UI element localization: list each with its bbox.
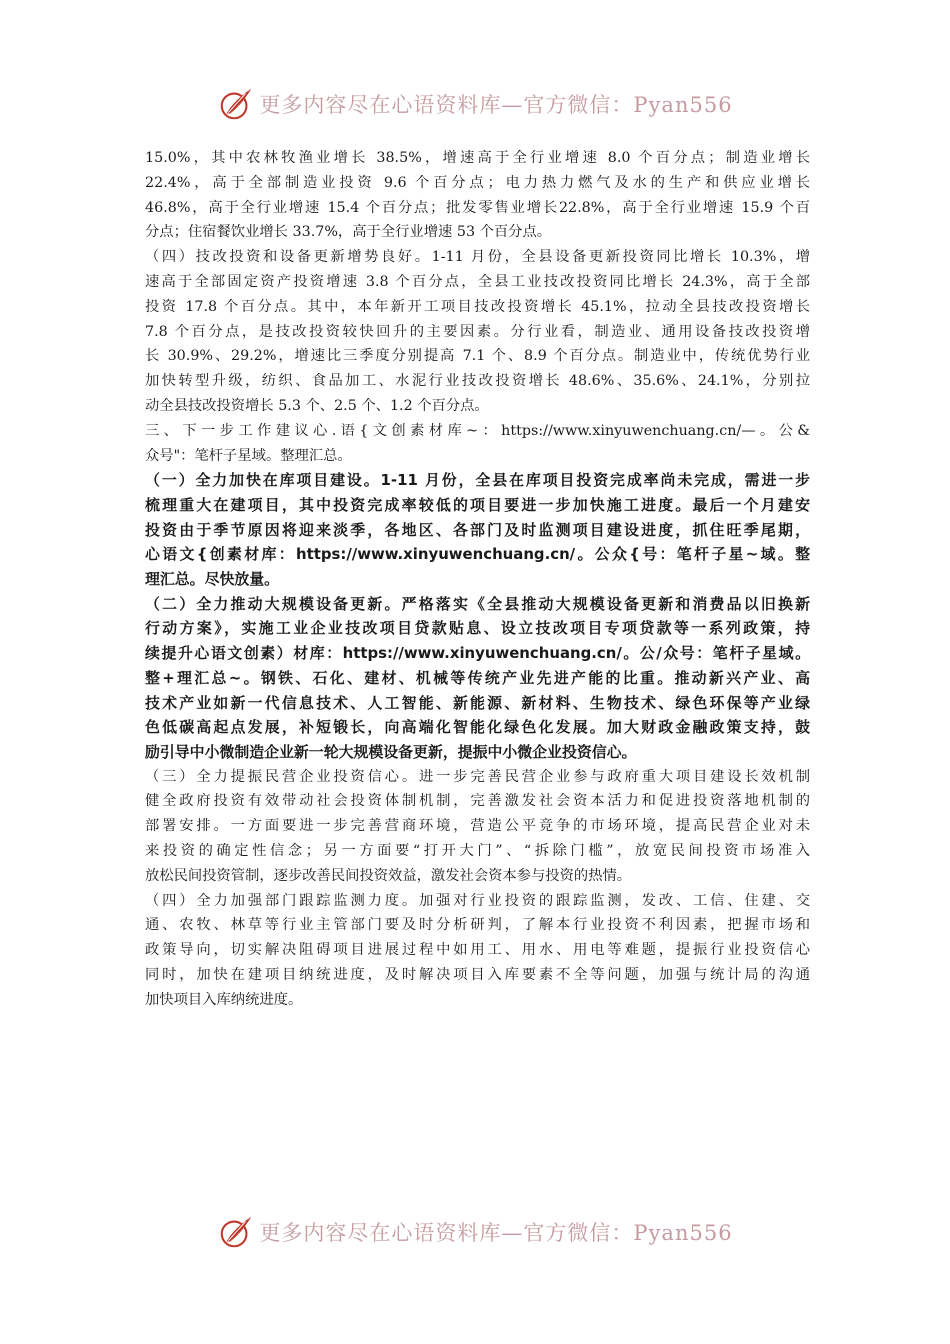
text-line: 健全政府投资有效带动社会投资体制机制，完善激发社会资本活力和促进投资落地机制的 bbox=[145, 793, 810, 810]
text-line: 理汇总。尽快放量。 bbox=[145, 570, 280, 589]
text-line: 15.0%，其中农林牧渔业增长 38.5%，增速高于全行业增速 8.0 个百分点；制造业增长 bbox=[145, 150, 810, 166]
text-line: 分点；住宿餐饮业增长 33.7%，高于全行业增速 53 个百分点。 bbox=[145, 224, 552, 241]
text-line: 速高于全部固定资产投资增速 3.8 个百分点，全县工业技改投资同比增长 24.3%，高于全部 bbox=[145, 273, 810, 290]
text-line: 色低碳高起点发展，补短锻长，向高端化智能化绿色化发展。加大财政金融政策支持，鼓 bbox=[145, 718, 810, 737]
text-line: （四）技改投资和设备更新增势良好。1-11 月份，全县设备更新投资同比增长 10.3%，增 bbox=[145, 249, 810, 266]
text-line: （一）全力加快在库项目建设。1-11 月份，全县在库项目投资完成率尚未完成，需进一步 bbox=[145, 471, 810, 490]
document-body bbox=[145, 146, 810, 1013]
header-watermark bbox=[0, 82, 950, 126]
text-line: 投资由于季节原因将迎来淡季，各地区、各部门及时监测项目建设进度，抓住旺季尾期， bbox=[145, 520, 810, 539]
text-line: 22.4%，高于全部制造业投资 9.6 个百分点；电力热力燃气及水的生产和供应业增长 bbox=[145, 174, 810, 191]
watermark-text: 更多内容尽在心语资料库—官方微信：Pyan556 bbox=[259, 1221, 733, 1245]
text-line: 三、下一步工作建议心.语{文创素材库~：https://www.xinyuwenchuang.cn/—。公& bbox=[145, 422, 810, 439]
text-line: 投资 17.8 个百分点。其中，本年新开工项目技改投资增长 45.1%，拉动全县技改投资增长 bbox=[145, 298, 810, 315]
watermark-text: 更多内容尽在心语资料库—官方微信：Pyan556 bbox=[259, 93, 733, 117]
text-line: 通、农牧、林草等行业主管部门要及时分析研判，了解本行业投资不利因素，把握市场和 bbox=[145, 917, 810, 934]
quill-logo-icon bbox=[217, 1213, 255, 1251]
text-line: 放松民间投资管制，逐步改善民间投资效益，激发社会资本参与投资的热情。 bbox=[145, 867, 632, 884]
text-line: 同时，加快在建项目纳统进度，及时解决项目入库要素不全等问题，加强与统计局的沟通 bbox=[145, 966, 810, 983]
text-line: 整+理汇总~。钢铁、石化、建材、机械等传统产业先进产能的比重。推动新兴产业、高 bbox=[145, 668, 810, 687]
text-line: 梳理重大在建项目，其中投资完成率较低的项目要进一步加快施工进度。最后一个月建安 bbox=[145, 496, 810, 515]
text-line: 部署安排。一方面要进一步完善营商环境，营造公平竞争的市场环境，提高民营企业对未 bbox=[145, 818, 810, 835]
text-line: 7.8 个百分点，是技改投资较快回升的主要因素。分行业看，制造业、通用设备技改投资增 bbox=[145, 323, 810, 340]
text-line: 加快项目入库纳统进度。 bbox=[145, 991, 303, 1008]
text-line: 长 30.9%、29.2%，增速比三季度分别提高 7.1 个、8.9 个百分点。制造业中，传统优势行业 bbox=[145, 348, 810, 365]
text-line: 众号"：笔杆子星域。整理汇总。 bbox=[145, 447, 352, 464]
text-line: 46.8%，高于全行业增速 15.4 个百分点；批发零售业增长22.8%，高于全行业增速 15.9 个百 bbox=[145, 199, 810, 216]
text-line: （三）全力提振民营企业投资信心。进一步完善民营企业参与政府重大项目建设长效机制 bbox=[145, 768, 810, 785]
text-line: 续提升心语文创素）材库：https://www.xinyuwenchuang.cn/。公/众号：笔杆子星域。 bbox=[145, 644, 810, 663]
text-line: 心语文{创素材库：https://www.xinyuwenchuang.cn/。公众{号：笔杆子星~域。整 bbox=[145, 545, 810, 564]
footer-watermark bbox=[0, 1210, 950, 1254]
text-line: 加快转型升级，纺织、食品加工、水泥行业技改投资增长 48.6%、35.6%、24.1%，分别拉 bbox=[145, 373, 810, 390]
text-line: 技术产业如新一代信息技术、人工智能、新能源、新材料、生物技术、绿色环保等产业绿 bbox=[145, 693, 810, 712]
text-line: 政策导向，切实解决阻碍项目进展过程中如用工、用水、用电等难题，提振行业投资信心 bbox=[145, 942, 810, 959]
text-line: 来投资的确定性信念；另一方面要“打开大门”、“拆除门槛”，放宽民间投资市场准入 bbox=[145, 843, 810, 859]
text-line: 行动方案》，实施工业企业技改项目贷款贴息、设立技改项目专项贷款等一系列政策，持 bbox=[145, 619, 810, 638]
quill-logo-icon bbox=[217, 85, 255, 123]
text-line: 动全县技改投资增长 5.3 个、2.5 个、1.2 个百分点。 bbox=[145, 397, 489, 414]
text-line: （四）全力加强部门跟踪监测力度。加强对行业投资的跟踪监测，发改、工信、住建、交 bbox=[145, 892, 810, 909]
text-line: 励引导中小微制造企业新一轮大规模设备更新，提振中小微企业投资信心。 bbox=[145, 742, 637, 761]
text-line: （二）全力推动大规模设备更新。严格落实《全县推动大规模设备更新和消费品以旧换新 bbox=[145, 594, 810, 613]
